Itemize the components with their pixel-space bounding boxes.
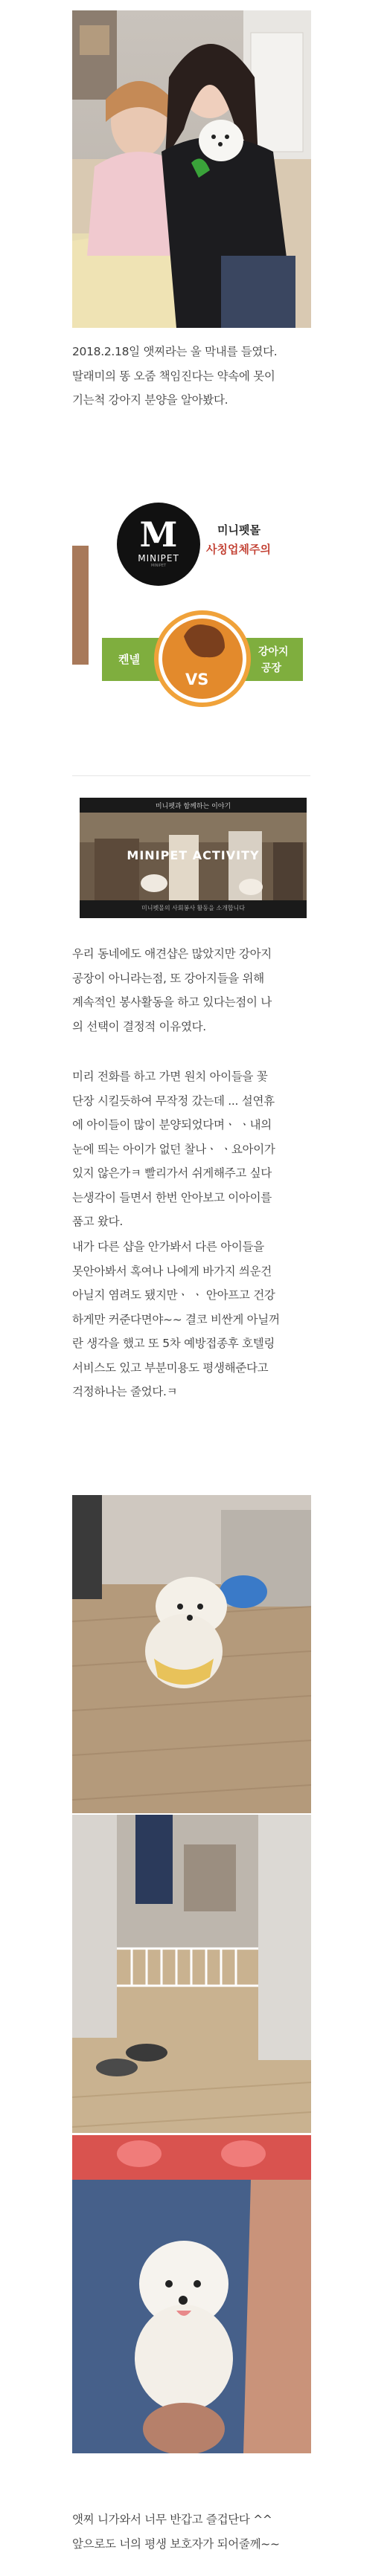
- hallway-gate-photo: [72, 1815, 311, 2133]
- logo-letter: M: [139, 514, 178, 555]
- section-divider-1: [72, 775, 310, 776]
- logo-sub: MINIPET: [150, 564, 167, 568]
- logo-name: MINIPET: [138, 553, 179, 564]
- paragraph-visit: 미리 전화를 하고 가면 원치 아이들을 꽃 단장 시킬듯하여 무작정 갔는데 ... 설연휴 에 아이들이 많이 분양되었다며ㆍ ㆍ내의 눈에 띄는 아이가 없던 찰나ㆍ ㆍ요아이가 있지 않은가ㅋ 빨리가서 쉬게해주고 싶다 는생각이 들면서 한번 안아보고 이아이를 품고 왔다.: [72, 1070, 275, 1228]
- warning-line2: 사칭업체주의: [206, 543, 271, 556]
- puppy-lap-photo: [72, 2135, 311, 2453]
- video-title: 미니펫과 함께하는 이야기: [155, 803, 231, 810]
- family-puppy-photo: [72, 10, 311, 328]
- paragraph-cost: 내가 다른 샵을 안가봐서 다른 아이들을 못안아봐서 혹여나 나에게 바가지 씌운건 아닐지 염려도 됐지만ㆍ ㆍ 안아프고 건강 하게만 커준다면야~~ 결코 비싼게 아닐꺼 란 생각을 했고 또 5차 예방접종후 호텔링 서비스도 있고 부분미용도 평생해준다고 걱정하나는 줄었다.ㅋ: [72, 1240, 280, 1398]
- video-overlay-text: MINIPET ACTIVITY: [127, 848, 260, 862]
- badge-right-label-1: 강아지: [258, 646, 289, 658]
- badge-left-label: 켄넬: [118, 653, 140, 666]
- minipet-banner: [72, 486, 311, 732]
- closing-caption: 앳찌 니가와서 너무 반갑고 즐겁단다 ^^ 앞으로도 너의 평생 보호자가 되어줄께~~: [72, 2513, 280, 2551]
- puppy-floor-photo: [72, 1495, 311, 1813]
- video-thumbnail[interactable]: [80, 798, 307, 918]
- intro-caption: 2018.2.18일 앳찌라는 울 막내를 들였다. 딸래미의 똥 오줌 책임진다는 약속에 못이 기는척 강아지 분양을 알아봤다.: [72, 345, 278, 407]
- minipet-logo: [117, 503, 200, 586]
- kennel-vs-badge: [102, 607, 303, 711]
- banner-left-strip: [72, 546, 89, 665]
- video-caption: 미니펫몰의 사회봉사 활동을 소개합니다: [141, 905, 245, 911]
- paragraph-reason: 우리 동네에도 애견샵은 많았지만 강아지 공장이 아니라는점, 또 강아지들을 위해 계속적인 봉사활동을 하고 있다는점이 나 의 선택이 결정적 이유였다.: [72, 947, 272, 1033]
- badge-right-label-2: 공장: [261, 662, 282, 674]
- warning-line1: 미니펫몰: [217, 523, 260, 537]
- badge-vs-label: VS: [185, 671, 209, 688]
